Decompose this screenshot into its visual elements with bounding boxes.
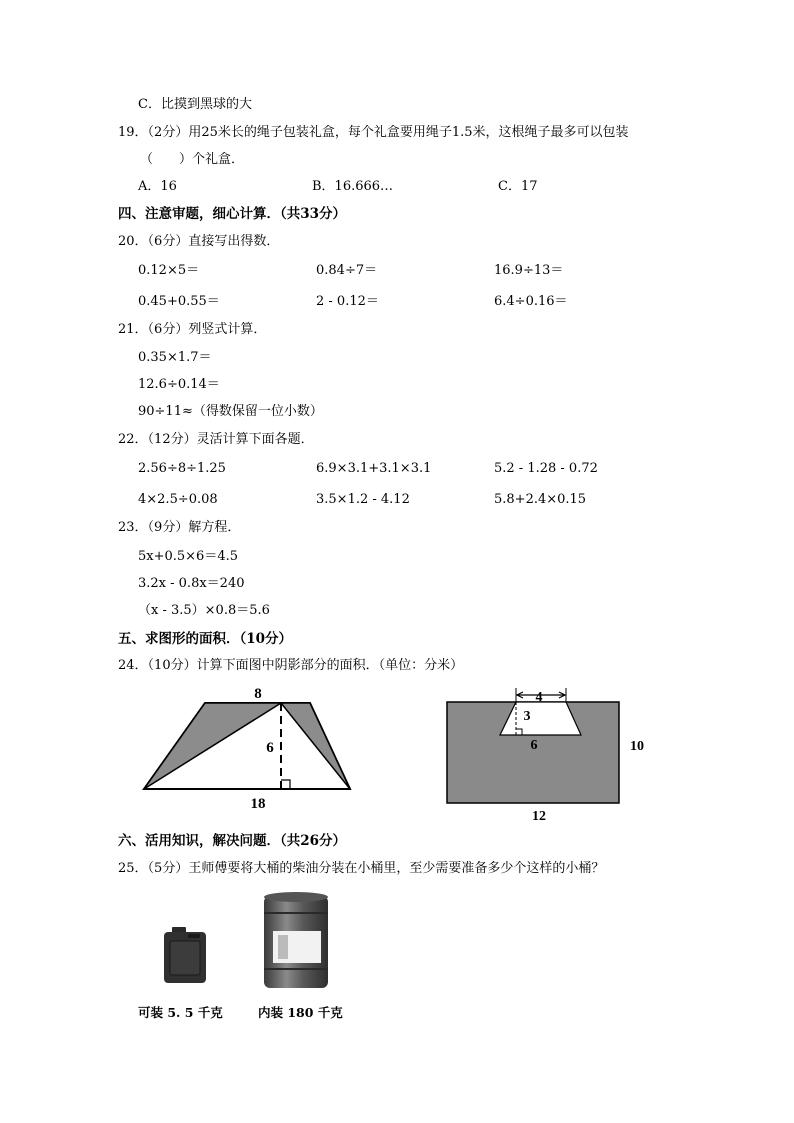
small-jerrycan-image <box>160 925 212 985</box>
q25-stem: 25．（5分）王师傅要将大桶的柴油分装在小桶里，至少需要准备多少个这样的小桶？ <box>118 861 605 876</box>
section-4-title: 四、注意审题，细心计算．（共33分） <box>118 206 347 222</box>
q20-item: 6.4÷0.16＝ <box>494 294 568 309</box>
q20-item: 0.12×5＝ <box>138 263 200 278</box>
q24-stem: 24．（10分）计算下面图中阴影部分的面积．（单位：分米） <box>118 658 464 673</box>
q21-item: 90÷11≈（得数保留一位小数） <box>138 404 323 419</box>
q21-item: 12.6÷0.14＝ <box>138 377 220 392</box>
trapezoid-figure <box>130 680 370 815</box>
q20-item: 0.45+0.55＝ <box>138 294 220 309</box>
small-jerrycan-caption: 可装 5. 5 千克 <box>138 1005 223 1020</box>
oil-drum-caption: 内装 180 千克 <box>258 1005 343 1020</box>
q20-item: 0.84÷7＝ <box>316 263 378 278</box>
q20-stem: 20．（6分）直接写出得数． <box>118 234 280 249</box>
label-side: 10 <box>630 739 644 754</box>
label-bottom-inner: 6 <box>530 738 538 753</box>
q19-option-c: C．17 <box>498 179 538 194</box>
q21-stem: 21．（6分）列竖式计算． <box>118 322 267 337</box>
label-top: 4 <box>535 690 543 705</box>
label-height: 3 <box>523 709 531 724</box>
q21-item: 0.35×1.7＝ <box>138 350 212 365</box>
q19-stem: 19．（2分）用25米长的绳子包装礼盒，每个礼盒要用绳子1.5米，这根绳子最多可以包装 <box>118 125 629 140</box>
section-5-title: 五、求图形的面积．（10分） <box>118 631 293 647</box>
q22-item: 5.8+2.4×0.15 <box>494 492 587 507</box>
q23-equation: （x - 3.5）×0.8＝5.6 <box>138 603 270 618</box>
q22-stem: 22．（12分）灵活计算下面各题． <box>118 432 314 447</box>
q19-option-a: A．16 <box>138 179 177 194</box>
q22-item: 5.2 - 1.28 - 0.72 <box>494 461 598 476</box>
q20-item: 16.9÷13＝ <box>494 263 564 278</box>
q23-equation: 3.2x - 0.8x＝240 <box>138 576 245 591</box>
q22-item: 2.56÷8÷1.25 <box>138 461 226 476</box>
q23-stem: 23．（9分）解方程． <box>118 520 241 535</box>
oil-drum-image <box>258 891 334 994</box>
q18-option-c: C．比摸到黑球的大 <box>138 97 252 112</box>
q22-item: 6.9×3.1+3.1×3.1 <box>316 461 432 476</box>
label-height: 6 <box>266 740 274 756</box>
section-6-title: 六、活用知识，解决问题．（共26分） <box>118 833 347 849</box>
label-bottom: 18 <box>250 796 266 812</box>
q22-item: 3.5×1.2 - 4.12 <box>316 492 410 507</box>
q19-option-b: B．16.666… <box>312 179 394 194</box>
q23-equation: 5x+0.5×6＝4.5 <box>138 549 239 564</box>
label-base: 12 <box>532 809 546 824</box>
label-top: 8 <box>254 686 262 702</box>
q20-item: 2 - 0.12＝ <box>316 294 379 309</box>
q19-stem-blank: （ ）个礼盒． <box>140 152 245 167</box>
rectangle-figure <box>440 682 670 824</box>
q22-item: 4×2.5÷0.08 <box>138 492 218 507</box>
